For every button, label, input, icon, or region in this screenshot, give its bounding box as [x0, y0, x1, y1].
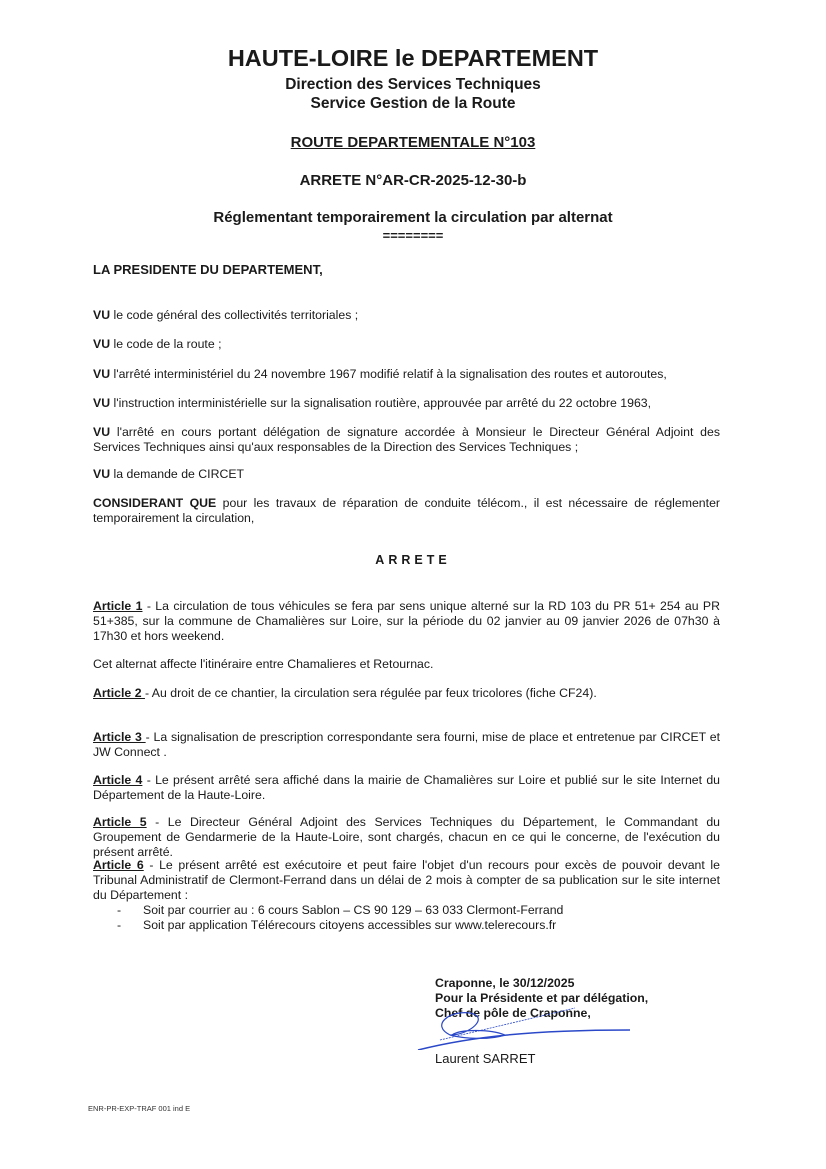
route-heading: ROUTE DEPARTEMENTALE N°103: [290, 134, 536, 151]
recours-item: - Soit par courrier au : 6 cours Sablon – CS 90 129 – 63 033 Clermont-Ferrand: [93, 903, 720, 918]
visa: VU l'instruction interministérielle sur la signalisation routière, approuvée par arrêté du 22 octobre 1963,: [93, 396, 652, 410]
considerant: CONSIDERANT QUE pour les travaux de réparation de conduite télécom., il est nécessaire de réglementer temporairement la circulation,: [93, 496, 720, 525]
visa: VU l'arrêté en cours portant délégation de signature accordée à Monsieur le Directeur Général Adjoint des Services Techniques ainsi qu'aux responsables de la Direction des Services Techniques ;: [93, 425, 720, 454]
delegation: Pour la Présidente et par délégation,: [435, 991, 649, 1005]
article-1: Article 1 - La circulation de tous véhicules se fera par sens unique alterné sur la RD 103 du PR 51+ 254 au PR 51+385, sur la commune de Chamalières sur Loire, sur la période du 02 janvier au 09 janvier 2026 de 07h30 à 17h30 et hors weekend.: [93, 599, 721, 643]
service-name: Service Gestion de la Route: [310, 95, 516, 112]
article-1-note: Cet alternat affecte l'itinéraire entre Chamalieres et Retournac.: [93, 657, 434, 671]
direction-name: Direction des Services Techniques: [285, 76, 541, 93]
footer-reference: ENR-PR-EXP-TRAF 001 ind E: [88, 1104, 191, 1113]
recours-list: [93, 903, 720, 933]
visa: VU le code général des collectivités territoriales ;: [93, 308, 359, 322]
visa: VU le code de la route ;: [93, 337, 222, 351]
article-3: Article 3 - La signalisation de prescription correspondante sera fourni, mise de place et entretenue par CIRCET et JW Connect .: [93, 730, 720, 759]
separator: ========: [382, 228, 444, 243]
authority: LA PRESIDENTE DU DEPARTEMENT,: [93, 262, 323, 277]
arrete-subject: Réglementant temporairement la circulation par alternat: [213, 209, 613, 226]
article-2: Article 2 - Au droit de ce chantier, la circulation sera régulée par feux tricolores (fiche CF24).: [93, 686, 597, 700]
handwritten-signature: [410, 1005, 640, 1050]
signer-role: Chef de pôle de Craponne,: [435, 1006, 591, 1020]
place-date: Craponne, le 30/12/2025: [435, 976, 575, 990]
article-6: Article 6 - Le présent arrêté est exécutoire et peut faire l'objet d'un recours pour excès de pouvoir devant le Tribunal Administratif de Clermont-Ferrand dans un délai de 2 mois à compter de sa publication sur le site internet du Département : - Soit par courrier au : 6 cours Sablon – CS 90 129 – 63 033 Clermont-Ferrand - Soit par application Télérecours citoyens accessibles sur www.telerecours.fr: [93, 858, 720, 933]
article-4: Article 4 - Le présent arrêté sera affiché dans la mairie de Chamalières sur Loire et publié sur le site Internet du Département de la Haute-Loire.: [93, 773, 721, 802]
recours-item: - Soit par application Télérecours citoyens accessibles sur www.telerecours.fr: [93, 918, 720, 933]
visa: VU la demande de CIRCET: [93, 467, 245, 481]
visa: VU l'arrêté interministériel du 24 novembre 1967 modifié relatif à la signalisation des routes et autoroutes,: [93, 367, 667, 381]
arrete-heading: ARRETE: [375, 553, 451, 567]
signer-name: Laurent SARRET: [435, 1051, 536, 1066]
document-title: HAUTE-LOIRE le DEPARTEMENT: [227, 45, 599, 71]
arrete-number: ARRETE N°AR-CR-2025-12-30-b: [299, 172, 527, 189]
article-5: Article 5 - Le Directeur Général Adjoint des Services Techniques du Département, le Commandant du Groupement de Gendarmerie de la Haute-Loire, sont chargés, chacun en ce qui le concerne, de l'exécution du présent arrêté.: [93, 815, 720, 859]
